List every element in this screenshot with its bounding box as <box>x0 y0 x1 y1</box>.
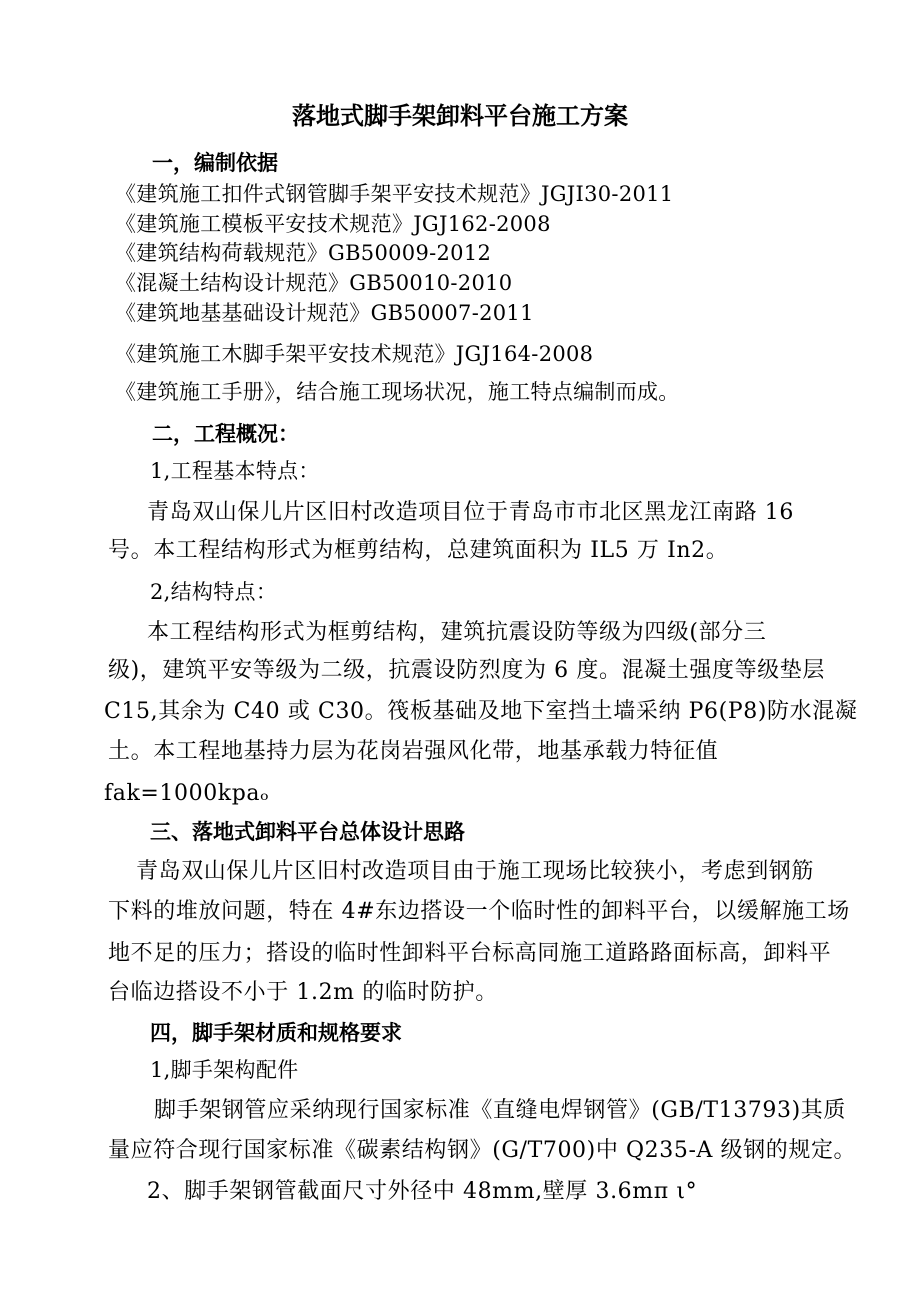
paragraph-line: 级)，建筑平安等级为二级，抗震设防烈度为 6 度。混凝土强度等级垫层 <box>108 658 825 683</box>
section-heading-materials: 四，脚手架材质和规格要求 <box>150 1021 402 1045</box>
reference-line: 《建筑施工木脚手架平安技术规范》JGJ164-2008 <box>115 342 594 366</box>
subsection-label: 1,工程基本特点： <box>150 459 320 483</box>
paragraph-line: C15,其余为 C40 或 C30。筏板基础及地下室挡土墙采纳 P6(P8)防水混凝 <box>104 699 858 724</box>
paragraph-line: 2、脚手架钢管截面尺寸外径中 48mm,壁厚 3.6mπ ι° <box>147 1179 698 1204</box>
reference-line: 《建筑结构荷载规范》GB50009-2012 <box>115 241 492 265</box>
document-title: 落地式脚手架卸料平台施工方案 <box>292 102 628 130</box>
paragraph-line: 量应符合现行国家标准《碳素结构钢》(G/T700)中 Q235-A 级钢的规定。 <box>108 1138 857 1163</box>
paragraph-line: 脚手架钢管应采纳现行国家标准《直缝电焊钢管》(GB/T13793)其质 <box>154 1098 846 1123</box>
paragraph-line: 青岛双山保儿片区旧村改造项目由于施工现场比较狭小，考虑到钢筋 <box>136 859 815 884</box>
subsection-label: 1,脚手架构配件 <box>150 1058 299 1082</box>
reference-line: 《建筑施工模板平安技术规范》JGJ162-2008 <box>115 212 551 236</box>
section-heading-basis: 一，编制依据 <box>152 151 278 175</box>
section-heading-design-approach: 三、落地式卸料平台总体设计思路 <box>150 820 465 844</box>
paragraph-line: 下料的堆放问题，特在 4#东边搭设一个临时性的卸料平台，以缓解施工场 <box>108 899 850 924</box>
paragraph-line: 台临边搭设不小于 1.2m 的临时防护。 <box>108 980 498 1005</box>
paragraph-line: 地不足的压力；搭设的临时性卸料平台标高同施工道路路面标高，卸料平 <box>108 941 832 966</box>
paragraph-line: 青岛双山保儿片区旧村改造项目位于青岛市市北区黑龙江南路 16 <box>147 500 794 525</box>
reference-line: 《建筑施工手册》，结合施工现场状况，施工特点编制而成。 <box>115 380 680 404</box>
paragraph-line: 本工程结构形式为框剪结构，建筑抗震设防等级为四级(部分三 <box>147 620 767 645</box>
paragraph-line: 号。本工程结构形式为框剪结构，总建筑面积为 IL5 万 In2。 <box>108 538 729 563</box>
paragraph-line: fak=1000kpaₒ <box>104 781 270 806</box>
reference-line: 《建筑施工扣件式钢管脚手架平安技术规范》JGJI30-2011 <box>115 182 674 206</box>
section-heading-overview: 二，工程概况： <box>152 422 299 446</box>
subsection-label: 2,结构特点： <box>150 580 278 604</box>
reference-line: 《混凝土结构设计规范》GB50010-2010 <box>115 271 513 295</box>
reference-line: 《建筑地基基础设计规范》GB50007-2011 <box>115 301 534 325</box>
paragraph-line: 土。本工程地基持力层为花岗岩强风化带，地基承载力特征值 <box>108 739 719 764</box>
